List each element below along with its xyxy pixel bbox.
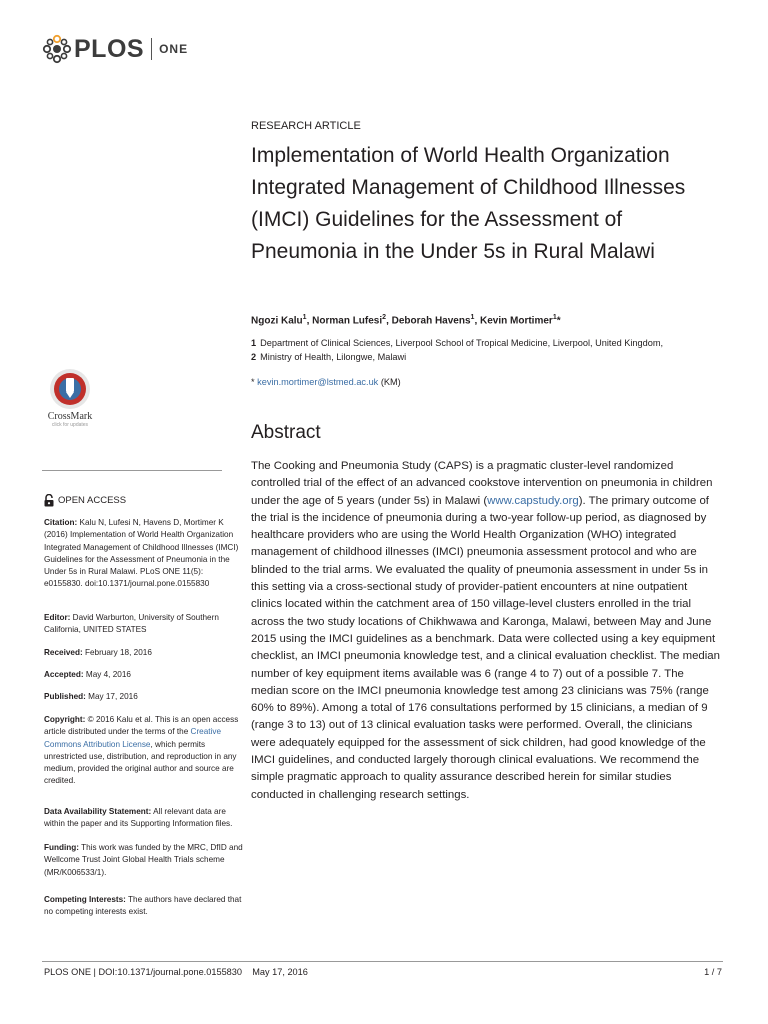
author-name[interactable]: Kevin Mortimer xyxy=(480,315,553,327)
affiliation-text: Department of Clinical Sciences, Liverpool School of Tropical Medicine, Liverpool, United Kingdom, xyxy=(260,338,664,348)
abstract-heading: Abstract xyxy=(251,422,321,443)
abstract-text-part: ). The primary outcome of the trial is the incidence of pneumonia during a two-year follow-up period, as diagnosed by healthcare providers who are using the World Health Organization (WHO) integrated management of childhood illnesses (IMCI) pneumonia assessment protocol and who are blinded to the trial arms. We evaluated the quality of pneumonia assessment in under 5s in this setting via a cross-sectional study of provider-patient encounters at nine outpatient clinics located within the catchment area of 150 village-level clusters enrolled in the trial across the two study locations of Chikhwawa and Karonga, Malawi, between May and June 2015 using the IMCI guidelines as a benchmark. Data were collected using a key equipment checklist, an IMCI pneumonia knowledge test, and a clinical evaluation checklist. The median number of key equipment items available was 6 (range 4 to 7) out of a possible 7. The median score on the IMCI pneumonia knowledge test among 23 clinicians was 75% (range 60% to 89%). Among a total of 176 consultations performed by 15 clinicians, a median of 9 (range 3 to 13) out of 13 clinical evaluation tasks were performed. Overall, the clinicians were adequately equipped for the assessment of sick children, had good knowledge of the IMCI guidelines, and conducted largely thorough clinical evaluations. We recommend the simple pragmatic approach to quality assurance described herein for similar studies conducted in challenging research settings. xyxy=(251,494,720,801)
funding-block xyxy=(44,842,244,879)
data-availability-block xyxy=(44,806,244,831)
author-name[interactable]: Ngozi Kalu xyxy=(251,315,303,327)
author-affil-sup: 1 xyxy=(552,314,557,321)
capstudy-link[interactable]: www.capstudy.org xyxy=(487,494,579,507)
page-number: 1 / 7 xyxy=(704,967,722,977)
author-list xyxy=(251,314,561,326)
citation-text: Kalu N, Lufesi N, Havens D, Mortimer K (2016) Implementation of World Health Organization Integrated Management of Childhood Illnesses (IMCI) Guidelines for the Assessment of Pneumonia in the Under 5s in Rural Malawi. PLoS ONE 11(5): e0155830. doi:10.1371/journal.pone.0155830 xyxy=(44,518,239,589)
abstract-body xyxy=(251,458,720,804)
data-availability-label: Data Availability Statement: xyxy=(44,807,152,816)
author-separator: , xyxy=(474,315,481,327)
affiliation xyxy=(251,338,663,348)
author-separator: * xyxy=(556,315,561,327)
accepted-date: May 4, 2016 xyxy=(85,670,131,679)
affiliation-number: 1 xyxy=(251,338,257,348)
received-date: February 18, 2016 xyxy=(84,648,152,657)
affiliation xyxy=(251,352,406,362)
footer-divider xyxy=(42,961,723,962)
logo-divider xyxy=(151,38,152,60)
correspondence-initials: (KM) xyxy=(380,377,401,387)
copyright-text: , which permits unrestricted use, distribution, and reproduction in any medium, provided the original author and source are credited. xyxy=(44,739,237,786)
accepted-block xyxy=(44,669,244,681)
author-affil-sup: 1 xyxy=(470,314,475,321)
abstract-text-part: The Cooking and Pneumonia Study (CAPS) is a pragmatic cluster-level randomized controlled trial of the effect of an advanced cookstove intervention on pneumonia in children under the age of 5 years (under 5s) in Malawi ( xyxy=(251,460,713,507)
editor-block xyxy=(44,612,244,637)
published-label: Published: xyxy=(44,692,86,701)
author-affil-sup: 2 xyxy=(382,314,387,321)
plos-one-logo[interactable] xyxy=(42,33,188,65)
competing-interests-block xyxy=(44,894,244,919)
journal-name: ONE xyxy=(159,42,189,56)
accepted-label: Accepted: xyxy=(44,670,84,679)
received-label: Received: xyxy=(44,648,83,657)
affiliation-number: 2 xyxy=(251,352,257,362)
copyright-label: Copyright: xyxy=(44,715,86,724)
open-access-label: OPEN ACCESS xyxy=(58,495,127,506)
funding-label: Funding: xyxy=(44,843,80,852)
published-date: May 17, 2016 xyxy=(88,692,138,701)
crossmark-icon xyxy=(49,368,91,410)
competing-interests-label: Competing Interests: xyxy=(44,895,126,904)
author-separator: , xyxy=(386,315,392,327)
article-title: Implementation of World Health Organization Integrated Management of Childhood Illnesses (IMCI) Guidelines for the Assessment of Pneumonia in the Under 5s in Rural Malawi xyxy=(251,144,686,263)
crossmark-subtitle: click for updates xyxy=(51,422,89,428)
open-access-badge[interactable] xyxy=(44,494,126,507)
author-affil-sup: 1 xyxy=(302,314,307,321)
crossmark-label: CrossMark xyxy=(47,411,93,422)
author-separator: , xyxy=(306,315,313,327)
crossmark-badge[interactable] xyxy=(42,368,98,428)
cc-license-link[interactable]: Creative Commons Attribution License xyxy=(44,727,222,749)
correspondence xyxy=(251,377,401,387)
plos-flower-icon xyxy=(42,34,72,64)
received-block xyxy=(44,647,244,659)
author-name[interactable]: Norman Lufesi xyxy=(312,315,383,327)
funding-text: This work was funded by the MRC, DfID and Wellcome Trust Joint Global Health Trials scheme (MR/K006533/1). xyxy=(44,843,243,877)
article-type: RESEARCH ARTICLE xyxy=(251,120,361,132)
citation-label: Citation: xyxy=(44,518,78,527)
email-link[interactable]: kevin.mortimer@lstmed.ac.uk xyxy=(257,377,379,387)
copyright-block xyxy=(44,714,244,788)
editor-label: Editor: xyxy=(44,613,71,622)
sidebar-divider xyxy=(42,470,222,471)
open-lock-icon xyxy=(44,494,54,507)
data-availability-text: All relevant data are within the paper and its Supporting Information files. xyxy=(44,807,233,829)
correspondence-marker: * xyxy=(251,377,255,387)
logo-wordmark: PLOS xyxy=(74,34,145,63)
competing-interests-text: The authors have declared that no competing interests exist. xyxy=(44,895,242,917)
copyright-text: © 2016 Kalu et al. This is an open access article distributed under the terms of the xyxy=(44,715,239,737)
author-name[interactable]: Deborah Havens xyxy=(391,315,471,327)
published-block xyxy=(44,691,244,703)
affiliation-text: Ministry of Health, Lilongwe, Malawi xyxy=(260,352,407,362)
footer-citation: PLOS ONE | DOI:10.1371/journal.pone.0155830 May 17, 2016 xyxy=(44,967,308,977)
citation-block xyxy=(44,517,244,591)
editor-text: David Warburton, University of Southern California, UNITED STATES xyxy=(44,613,219,635)
